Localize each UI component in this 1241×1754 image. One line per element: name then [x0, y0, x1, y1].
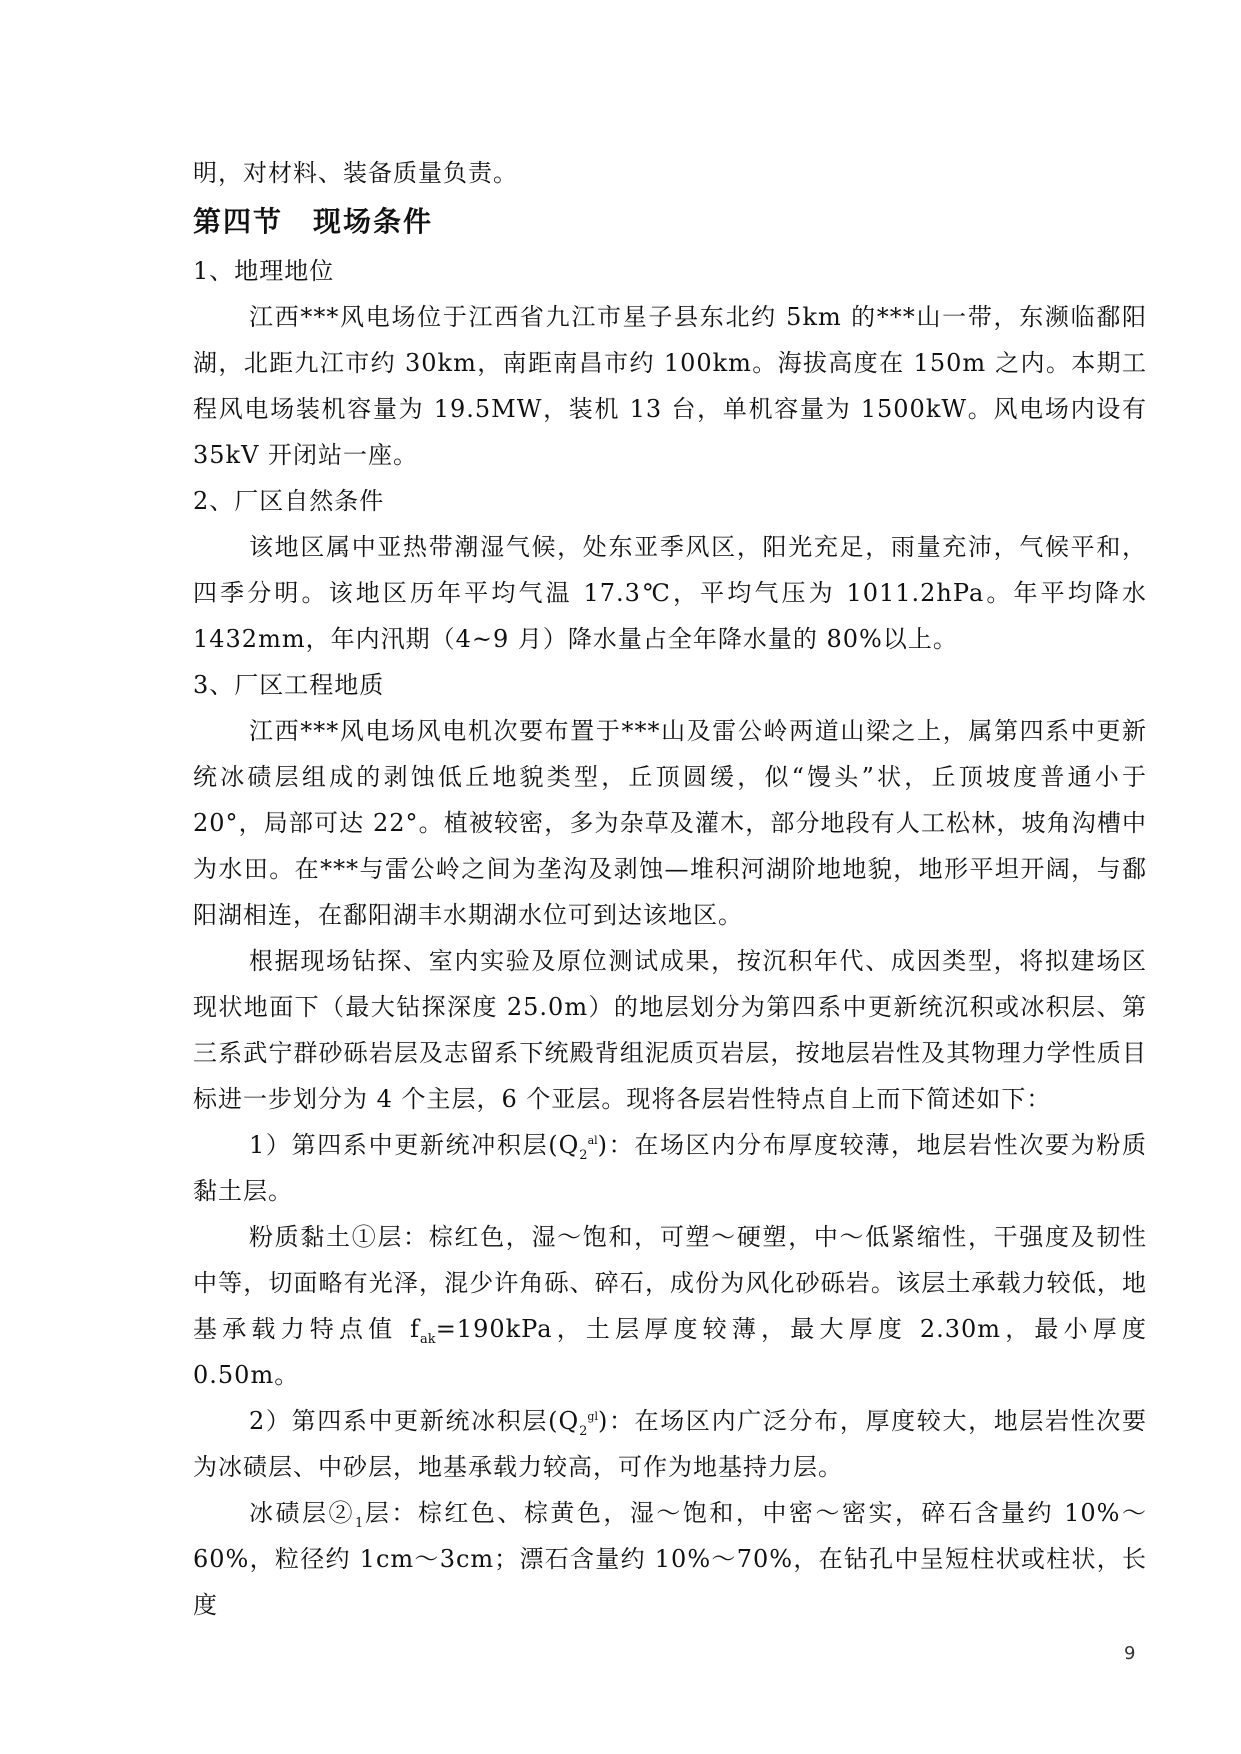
page-number: 9	[1124, 1643, 1136, 1664]
paragraph-landform: 江西***风电场风电机次要布置于***山及雷公岭两道山梁之上，属第四系中更新统冰碛层组成的剥蚀低丘地貌类型，丘顶圆缓，似“馒头”状，丘顶坡度普通小于 20°，局部可达 22°。植被较密，多为杂草及灌木，部分地段有人工松林，坡角沟槽中为水田。在***与雷公岭之间为垄沟及剥蚀—堆积河湖阶地地貌，地形平坦开阔，与鄱阳湖相连，在鄱阳湖丰水期湖水位可到达该地区。	[193, 717, 1147, 929]
paragraph-moraine: 冰碛层$②_1$层：棕红色、棕黄色，湿～饱和，中密～密实，碎石含量约 10%～60%，粒径约 1cm～3cm；漂石含量约 10%～70%，在钻孔中呈短柱状或柱状，长度	[193, 1499, 1147, 1619]
paragraph-climate: 该地区属中亚热带潮湿气候，处东亚季风区，阳光充足，雨量充沛，气候平和，四季分明。该地区历年平均气温 17.3℃，平均气压为 1011.2hPa。年平均降水 1432mm，年内汛期（4~9 月）降水量占全年降水量的 80%以上。	[193, 533, 1147, 653]
body-text	[193, 150, 1147, 1628]
paragraph-strata: 根据现场钻探、室内实验及原位测试成果，按沉积年代、成因类型，将拟建场区现状地面下（最大钻探深度 25.0m）的地层划分为第四系中更新统沉积或冰积层、第三系武宁群砂砾岩层及志留系下统殿背组泥质页岩层，按地层岩性及其物理力学性质目标进一步划分为 4 个主层，6 个亚层。现将各层岩性特点自上而下简述如下：	[193, 947, 1147, 1113]
paragraph-alluvial-layer: 1）第四系中更新统冲积层$(Q_2^{al})$：在场区内分布厚度较薄，地层岩性次要为粉质黏土层。	[193, 1131, 1147, 1205]
section-number: 第四节	[193, 205, 284, 238]
paragraph-location: 江西***风电场位于江西省九江市星子县东北约 5km 的***山一带，东濒临鄱阳湖，北距九江市约 30km，南距南昌市约 100km。海拔高度在 150m 之内。本期工程风电场装机容量为 19.5MW，装机 13 台，单机容量为 1500kW。风电场内设有 35kV 开闭站一座。	[193, 303, 1147, 469]
section-title	[193, 196, 1147, 248]
continued-line: 明，对材料、装备质量负责。	[193, 159, 518, 187]
paragraph-glacial-layer: 2）第四系中更新统冰积层$(Q_2^{gl})$：在场区内广泛分布，厚度较大，地层岩性次要为冰碛层、中砂层，地基承载力较高，可作为地基持力层。	[193, 1407, 1147, 1481]
paragraph-silty-clay: 粉质黏土①层：棕红色，湿～饱和，可塑～硬塑，中～低紧缩性，干强度及韧性中等，切面略有光泽，混少许角砾、碎石，成份为风化砂砾岩。该层土承载力较低，地基承载力特点值 $f_{ak}=190kPa$，土层厚度较薄，最大厚度 2.30m，最小厚度 0.50m。	[193, 1223, 1147, 1389]
subheading-natural-conditions: 2、厂区自然条件	[193, 487, 385, 515]
section-name: 现场条件	[313, 205, 434, 238]
subheading-location: 1、地理地位	[193, 257, 335, 285]
subheading-geology: 3、厂区工程地质	[193, 671, 385, 699]
